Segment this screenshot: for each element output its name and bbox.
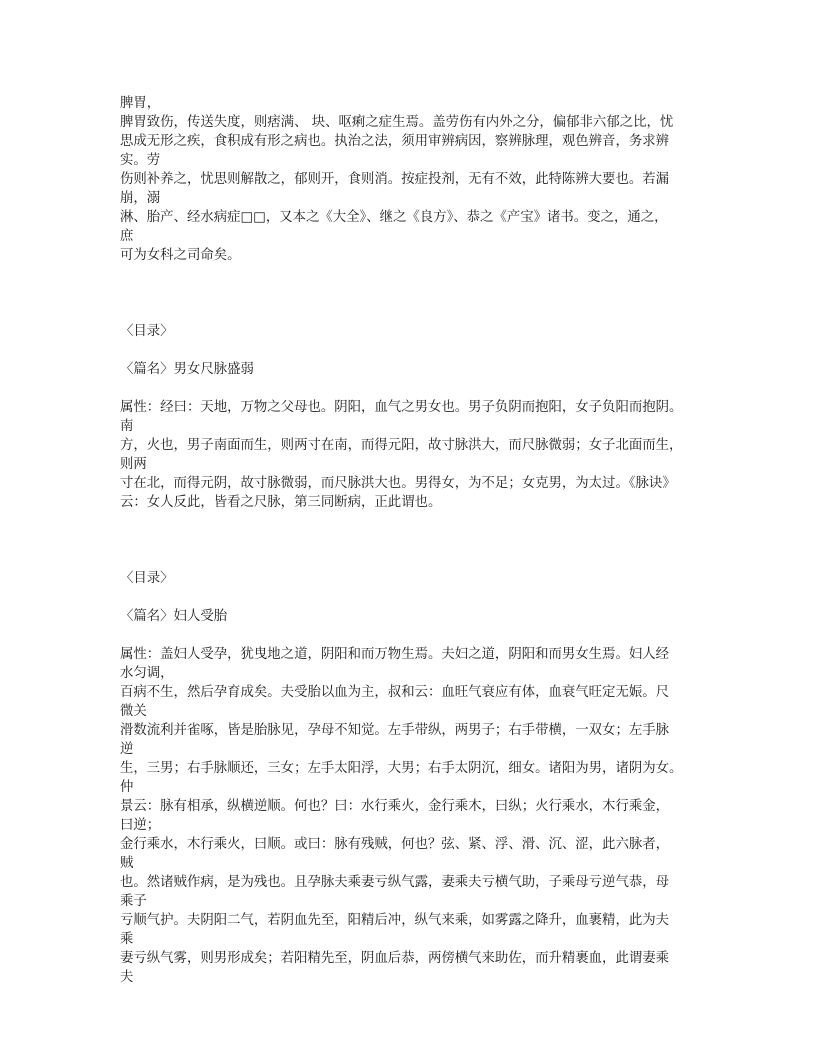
text-line: 脾胃致伤，传送失度，则痞满、 块、呕痢之症生焉。盖劳伤有内外之分，偏郁非六郁之比，忧 <box>120 115 674 130</box>
text-line: 贼 <box>120 856 134 871</box>
text-line: 崩，溺 <box>120 191 161 206</box>
text-line: 寸在北，而得元阴，故寸脉微弱，而尺脉洪大也。男得女，为不足；女克男，为太过。《脉诀》 <box>120 476 676 491</box>
text-line: 则两 <box>120 457 147 472</box>
text-line: 微关 <box>120 704 147 719</box>
text-line: 仲 <box>120 780 134 795</box>
text-line: 妻亏纵气雾，则男形成矣；若阳精先至，阴血后恭，两傍横气来助佐，而升精裹血，此谓妻乘 <box>120 951 670 966</box>
catalog-heading: 〈目录〉 <box>120 324 174 339</box>
text-line: 逆 <box>120 742 134 757</box>
text-line: 淋、胎产、经水病症□□，又本之《大全》、继之《良方》、恭之《产宝》诸书。变之，通之， <box>120 210 668 225</box>
text-line: 乘子 <box>120 894 147 909</box>
text-line: 百病不生，然后孕育成矣。夫受胎以血为主，叔和云：血旺气衰应有体，血衰气旺定无娠。尺 <box>120 685 670 700</box>
intro-paragraph <box>120 94 698 265</box>
text-line: 亏顺气护。夫阴阳二气，若阴血先至，阳精后冲，纵气来乘，如雾露之降升，血裹精，此为夫 <box>120 913 670 928</box>
text-line: 景云：脉有相承，纵横逆顺。何也？曰：水行乘火，金行乘木，曰纵；火行乘水，木行乘金， <box>120 799 670 814</box>
text-line: 滑数流利并雀啄，皆是胎脉见，孕母不知觉。左手带纵，两男子；右手带横，一双女；左手脉 <box>120 723 670 738</box>
text-line: 思成无形之疾，食积成有形之病也。执治之法，须用审辨病因，察辨脉理，观色辨音，务求辨 <box>120 134 670 149</box>
text-line: 南 <box>120 419 134 434</box>
text-line: 水匀调， <box>120 666 174 681</box>
text-line: 实。劳 <box>120 153 161 168</box>
text-line: 伤则补养之，忧思则解散之，郁则开，食则消。按症投剂，无有不效，此特陈辨大要也。若漏 <box>120 172 670 187</box>
text-line: 生，三男；右手脉顺还，三女；左手太阳浮，大男；右手太阴沉，细女。诸阳为男，诸阴为女。 <box>120 761 683 776</box>
text-line: 夫 <box>120 970 134 985</box>
text-line: 脾胃， <box>120 96 161 111</box>
text-line: 方，火也，男子南面而生，则两寸在南，而得元阳，故寸脉洪大，而尺脉微弱；女子北面而生， <box>120 438 683 453</box>
chapter-title: 〈篇名〉妇人受胎 <box>120 609 228 624</box>
catalog-heading: 〈目录〉 <box>120 571 174 586</box>
text-line: 庶 <box>120 229 134 244</box>
text-line: 也。然诸贼作病，是为残也。且孕脉夫乘妻亏纵气露，妻乘夫亏横气助，子乘母亏逆气恭，母 <box>120 875 670 890</box>
text-line: 曰逆； <box>120 818 161 833</box>
text-line: 云：女人反此，皆看之尺脉，第三同断病，正此谓也。 <box>120 495 442 510</box>
section-paragraph <box>120 398 698 512</box>
text-line: 属性：盖妇人受孕，犹曳地之道，阴阳和而万物生焉。夫妇之道，阴阳和而男女生焉。妇人经 <box>120 647 670 662</box>
text-line: 属性：经曰：天地，万物之父母也。阴阳，血气之男女也。男子负阴而抱阳，女子负阳而抱阴。 <box>120 400 683 415</box>
text-line: 乘 <box>120 932 134 947</box>
text-line: 金行乘水，木行乘火，曰顺。或曰：脉有残贼，何也？弦、紧、浮、滑、沉、涩，此六脉者， <box>120 837 670 852</box>
chapter-title: 〈篇名〉男女尺脉盛弱 <box>120 362 254 377</box>
section-paragraph <box>120 645 698 987</box>
text-line: 可为女科之司命矣。 <box>120 248 241 263</box>
document-page <box>120 94 698 987</box>
